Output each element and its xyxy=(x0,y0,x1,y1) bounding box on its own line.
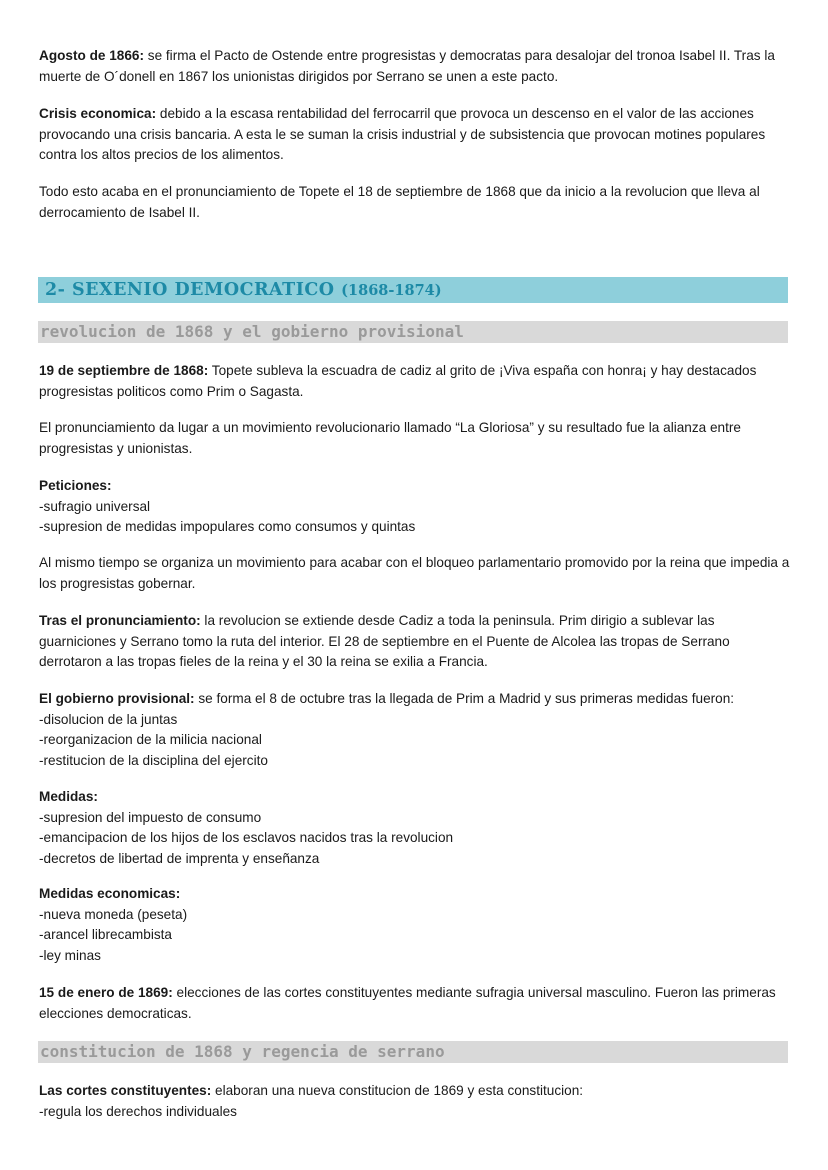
label-medidas: Medidas: xyxy=(39,789,98,804)
paragraph-crisis xyxy=(39,104,791,166)
list-item: -regula los derechos individuales xyxy=(39,1103,237,1119)
paragraph-gobierno xyxy=(39,689,791,771)
text-cortes: elaboran una nueva constitucion de 1869 y esta constitucion: xyxy=(211,1083,584,1098)
label-agosto: Agosto de 1866: xyxy=(39,48,144,63)
label-economicas: Medidas economicas: xyxy=(39,886,181,901)
list-item: -decretos de libertad de imprenta y enseñanza xyxy=(39,850,320,866)
label-tras: Tras el pronunciamiento: xyxy=(39,613,201,628)
text-tras: la revolucion se extiende desde Cadiz a toda la peninsula. Prim dirigio a sublevar las guarniciones y Serrano tomo la ruta del interior. El 28 de septiembre en el Puente de Alcolea las tropas de Serrano derrotaron a las tropas fieles de la reina y el 30 la reina se exilia a Francia. xyxy=(39,613,730,669)
paragraph-gloriosa: El pronunciamiento da lugar a un movimiento revolucionario llamado “La Gloriosa” y su resultado fue la alianza entre progresistas y unionistas. xyxy=(39,420,741,456)
text-sept19: Topete subleva la escuadra de cadiz al grito de ¡Viva españa con honra¡ y hay destacados progresistas politicos como Prim o Sagasta. xyxy=(39,363,757,399)
paragraph-todo: Todo esto acaba en el pronunciamiento de Topete el 18 de septiembre de 1868 que da inicio a la revolucion que lleva al derrocamiento de Isabel II. xyxy=(39,184,760,220)
list-item: -disolucion de la juntas xyxy=(39,711,178,727)
list-item: -supresion del impuesto de consumo xyxy=(39,809,262,825)
paragraph-economicas xyxy=(39,884,791,966)
label-peticiones: Peticiones: xyxy=(39,478,112,493)
paragraph-medidas xyxy=(39,787,791,869)
list-item: -restitucion de la disciplina del ejercito xyxy=(39,752,268,768)
label-enero: 15 de enero de 1869: xyxy=(39,985,173,1000)
list-item: -emancipacion de los hijos de los esclavos nacidos tras la revolucion xyxy=(39,830,454,845)
subheading-constitucion: constitucion de 1868 y regencia de serrano xyxy=(38,1041,788,1063)
label-gobierno: El gobierno provisional: xyxy=(39,691,195,706)
list-item: -nueva moneda (peseta) xyxy=(39,906,188,922)
text-gobierno: se forma el 8 de octubre tras la llegada de Prim a Madrid y sus primeras medidas fueron: xyxy=(194,691,735,706)
section-heading-years: (1868-1874) xyxy=(341,282,442,299)
paragraph-agosto xyxy=(39,46,791,87)
list-item: -arancel librecambista xyxy=(39,927,172,942)
label-sept19: 19 de septiembre de 1868: xyxy=(39,363,209,378)
paragraph-enero xyxy=(39,983,791,1024)
paragraph-cortes xyxy=(39,1081,791,1122)
section-heading-title: 2- SEXENIO DEMOCRATICO xyxy=(45,280,335,300)
text-crisis: debido a la escasa rentabilidad del ferrocarril que provoca un descenso en el valor de las acciones provocando una crisis bancaria. A esta le se suman la crisis industrial y de subsistencia que provocan motines populares contra los altos precios de los alimentos. xyxy=(39,106,766,162)
list-item: -ley minas xyxy=(39,947,101,963)
list-item: -sufragio universal xyxy=(39,498,151,514)
section-heading-sexenio xyxy=(38,277,788,303)
label-cortes: Las cortes constituyentes: xyxy=(39,1083,212,1098)
paragraph-bloqueo: Al mismo tiempo se organiza un movimiento para acabar con el bloqueo parlamentario promovido por la reina que impedia a los progresistas gobernar. xyxy=(39,555,790,591)
paragraph-sept19 xyxy=(39,361,791,402)
paragraph-tras xyxy=(39,611,791,673)
subheading-revolucion: revolucion de 1868 y el gobierno provisional xyxy=(38,321,788,343)
text-enero: elecciones de las cortes constituyentes mediante sufragia universal masculino. Fueron las primeras elecciones democraticas. xyxy=(39,985,776,1021)
list-item: -supresion de medidas impopulares como consumos y quintas xyxy=(39,519,416,534)
label-crisis: Crisis economica: xyxy=(39,106,157,121)
list-item: -reorganizacion de la milicia nacional xyxy=(39,732,262,747)
text-agosto: se firma el Pacto de Ostende entre progresistas y democratas para desalojar del tronoa Isabel II. Tras la muerte de O´donell en 1867 los unionistas dirigidos por Serrano se unen a este pacto. xyxy=(39,48,775,84)
paragraph-peticiones xyxy=(39,476,791,538)
